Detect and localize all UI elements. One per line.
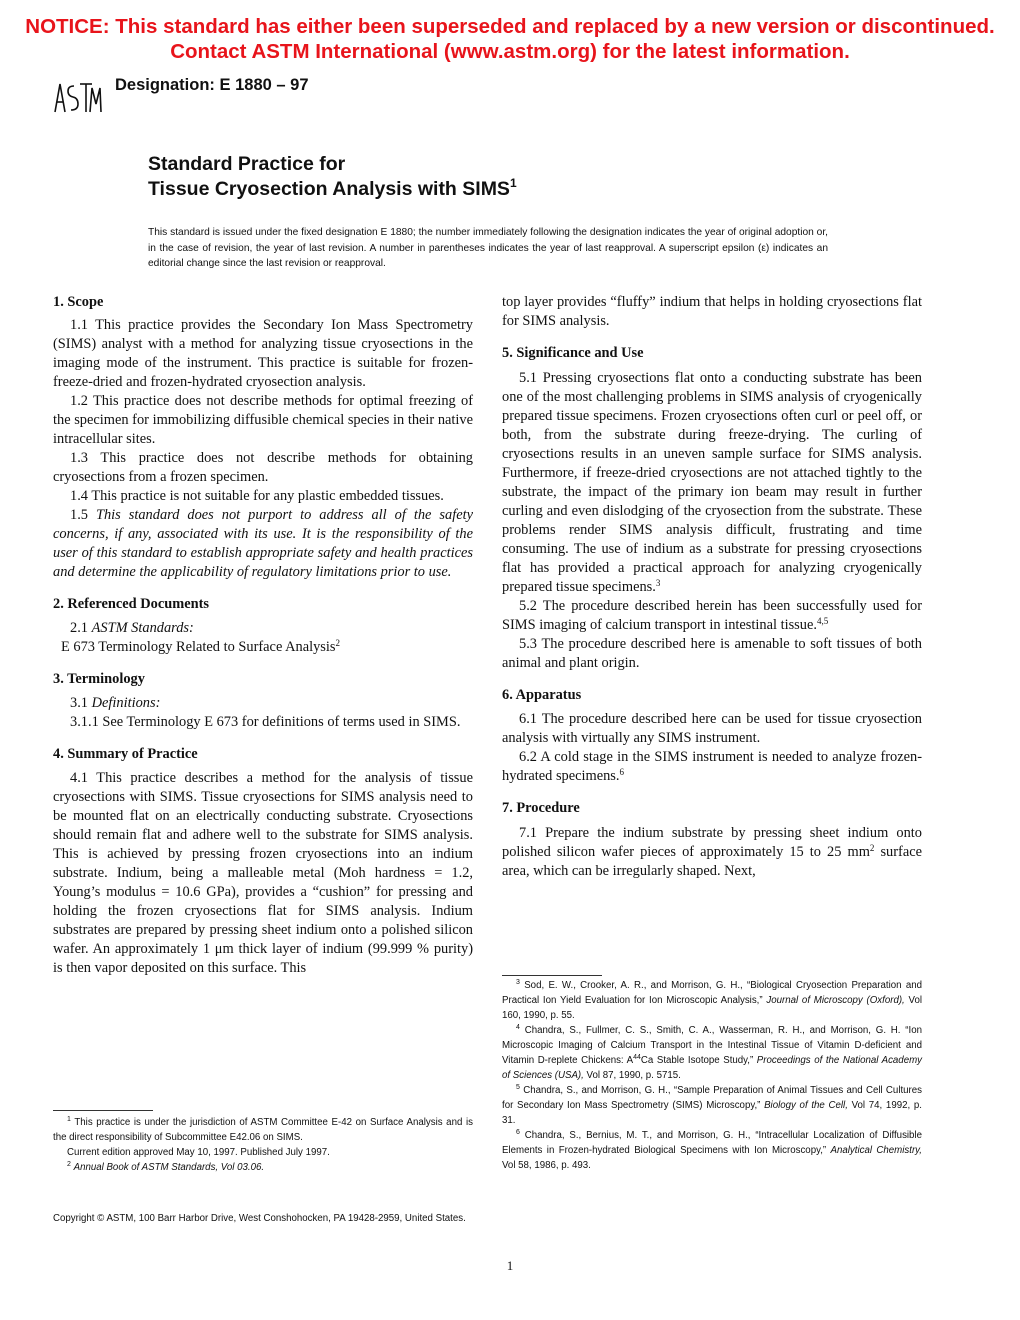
para-7-1-sup: 2 [869, 843, 875, 853]
notice-line-1: NOTICE: This standard has either been superseded and replaced by a new version or discontinued. [25, 15, 995, 38]
footnote-5-journal: Biology of the Cell, [764, 1100, 848, 1111]
para-5-2-sup: 4,5 [816, 616, 829, 626]
para-1-4: 1.4 This practice is not suitable for any plastic embedded tissues. [70, 488, 444, 504]
footnote-4-a: Chandra, S., Fullmer, C. S., Smith, C. A., Wasserman, R. H., and Morrison, G. H. “Ion Microscopic Imaging of Calcium Transport in the Intestinal Tissue of Vitamin D-deficient and Vitamin D-replete Chickens: A [502, 1025, 922, 1066]
page-number: 1 [506, 1258, 514, 1273]
para-6-2-sup: 6 [619, 767, 624, 777]
para-5-3: 5.3 The procedure described here is amenable to soft tissues of both animal and plant origin. [502, 636, 922, 671]
para-6-2 [502, 748, 922, 786]
left-column [53, 293, 473, 978]
para-5-1-text: 5.1 Pressing cryosections flat onto a conducting substrate has been one of the most challenging problems in SIMS analysis of cryogenically prepared tissue specimens. Frozen cryosections often curl or peel off, or both, from the substrate during freeze-drying. The curling of cryosections results in an uneven sample surface for SIMS analysis. Furthermore, if freeze-dried cryosections are not attached tightly to the substrate, the impact of the primary ion beam may result in further curling and even dislodging of the cryosection from the substrate. These problems render SIMS analysis difficult, frustrating and time consuming. The use of indium as a substrate for pressing cryosections flat has provided a practical approach for analyzing cryogenically prepared tissue specimens. [502, 370, 922, 595]
footnote-5-a: Chandra, S., and Morrison, G. H., “Sample Preparation of Animal Tissues and Cell Cultures for Secondary Ion Mass Spectrometry (SIMS) Microscopy,” [502, 1085, 923, 1111]
supersede-notice [0, 14, 1020, 64]
title-line-2 [148, 176, 517, 201]
ref-e673 [53, 638, 473, 657]
para-2-1-text: ASTM Standards: [91, 620, 194, 636]
para-5-2-text: 5.2 The procedure described herein has been successfully used for SIMS imaging of calcium transport in intestinal tissue. [502, 598, 922, 633]
designation: Designation: E 1880 – 97 [115, 76, 309, 94]
footnotes-left [53, 1110, 473, 1175]
title-footnote-ref: 1 [509, 176, 517, 190]
copyright: Copyright © ASTM, 100 Barr Harbor Drive, West Conshohocken, PA 19428-2959, United States. [53, 1213, 466, 1224]
footnote-3-b: Vol 160, 1990, p. 55. [502, 995, 922, 1021]
footnote-4-mark: 4 [516, 1024, 520, 1031]
para-2-1-num: 2.1 [70, 620, 88, 636]
footnote-6-a: Chandra, S., Bernius, M. T., and Morrison, G. H., “Intracellular Localization of Diffusible Elements in Frozen-hydrated Biological Specimens with Ion Microscopy,” [502, 1130, 922, 1156]
para-1-5-num: 1.5 [70, 507, 88, 523]
footnote-4-a2: Ca Stable Isotope Study,” [640, 1055, 754, 1066]
footnote-2 [53, 1160, 473, 1175]
footnote-6-journal: Analytical Chemistry, [830, 1145, 922, 1156]
footnote-1-text: This practice is under the jurisdiction of ASTM Committee E-42 on Surface Analysis and is the direct responsibility of Subcommittee E42.06 on SIMS. [53, 1117, 473, 1143]
footnote-4 [502, 1023, 922, 1083]
footnote-3-mark: 3 [516, 979, 520, 986]
footnote-3-journal: Journal of Microscopy (Oxford), [766, 995, 905, 1006]
section-heading-procedure: 7. Procedure [502, 800, 580, 816]
para-7-1-text-a: 7.1 Prepare the indium substrate by pressing sheet indium onto polished silicon wafer pieces of approximately 15 to 25 mm [502, 825, 922, 860]
footnote-3-a: Sod, E. W., Crooker, A. R., and Morrison, G. H., “Biological Cryosection Preparation and Practical Ion Yield Evaluation for Ion Microscopic Analysis,” [502, 980, 922, 1006]
footnote-2-text: Annual Book of ASTM Standards, Vol 03.06. [73, 1162, 265, 1173]
footnote-4-b: Vol 87, 1990, p. 5715. [586, 1070, 681, 1081]
para-6-2-text: 6.2 A cold stage in the SIMS instrument is needed to analyze frozen-hydrated specimens. [502, 749, 922, 784]
para-3-1 [53, 694, 473, 713]
section-heading-summary: 4. Summary of Practice [53, 746, 198, 762]
para-4-1: 4.1 This practice describes a method for the analysis of tissue cryosections with SIMS. Tissue cryosections for SIMS analysis need to be mounted flat on an electrically conducting substrate. Cryosections should remain flat and adhere well to the substrate for SIMS analysis. This is achieved by pressing frozen cryosections into an indium substrate. Indium, being a malleable metal (Moh hardness = 1.2, Young’s modulus = 10.6 GPa), provides a “cushion” for pressing and holding the frozen cryosections flat for SIMS analysis. Indium substrates are prepared by pressing sheet indium onto a polished silicon wafer. An approximately 1 μm thick layer of indium (99.999 % purity) is then vapor deposited on this surface. This [53, 770, 473, 976]
right-column [502, 293, 922, 881]
issued-note: This standard is issued under the fixed designation E 1880; the number immediately following the designation indicates the year of original adoption or, in the case of revision, the year of last revision. A number in parentheses indicates the year of last reapproval. A superscript epsilon (ε) indicates an editorial change since the last revision or reapproval. [148, 227, 828, 269]
para-1-1: 1.1 This practice provides the Secondary Ion Mass Spectrometry (SIMS) analyst with a method for analyzing tissue cryosections in the imaging mode of the instrument. This practice is suitable for frozen-freeze-dried and frozen-hydrated cryosection analysis. [53, 317, 473, 390]
para-5-1-sup: 3 [655, 578, 661, 588]
footnote-4-isotope: 44 [633, 1054, 641, 1061]
footnote-2-mark: 2 [67, 1161, 71, 1168]
footnote-6 [502, 1128, 922, 1173]
para-1-5-text: This standard does not purport to address all of the safety concerns, if any, associated with its use. It is the responsibility of the user of this standard to establish appropriate safety and health practices and determine the applicability of regulatory limitations prior to use. [53, 507, 473, 580]
footnote-5-mark: 5 [516, 1084, 520, 1091]
footnote-5 [502, 1083, 922, 1128]
footnote-5-b: Vol 74, 1992, p. 31. [502, 1100, 922, 1126]
astm-logo-icon [52, 80, 102, 116]
title-line-1: Standard Practice for [148, 153, 346, 175]
svg-text:ASTM: ASTM [77, 115, 80, 116]
section-heading-terminology: 3. Terminology [53, 671, 145, 687]
footnote-3 [502, 978, 922, 1023]
section-heading-referenced: 2. Referenced Documents [53, 596, 209, 612]
para-5-2 [502, 597, 922, 635]
para-4-1-cont: top layer provides “fluffy” indium that helps in holding cryosections flat for SIMS analysis. [502, 294, 922, 329]
footnote-1-mark: 1 [67, 1116, 71, 1123]
para-2-1 [53, 619, 473, 638]
footnote-1-b: Current edition approved May 10, 1997. Published July 1997. [67, 1147, 330, 1158]
section-heading-apparatus: 6. Apparatus [502, 687, 582, 703]
ref-e673-sup: 2 [335, 638, 340, 648]
para-5-1 [502, 369, 922, 597]
para-1-2: 1.2 This practice does not describe methods for optimal freezing of the specimen for immobilizing diffusible chemical species in their native intracellular sites. [53, 393, 473, 447]
footnote-6-b: Vol 58, 1986, p. 493. [502, 1160, 591, 1171]
para-3-1-text: Definitions: [91, 695, 161, 711]
footnote-4-journal: Proceedings of the National Academy of Sciences (USA), [502, 1055, 922, 1081]
footnotes-right [502, 975, 922, 1173]
para-3-1-1: 3.1.1 See Terminology E 673 for definitions of terms used in SIMS. [70, 714, 461, 730]
ref-e673-text: E 673 Terminology Related to Surface Analysis [61, 639, 336, 655]
footnote-1 [53, 1115, 473, 1145]
para-7-1 [502, 824, 922, 881]
para-1-5 [53, 506, 473, 582]
para-1-3: 1.3 This practice does not describe methods for obtaining cryosections from a frozen specimen. [53, 450, 473, 485]
notice-line-2: Contact ASTM International (www.astm.org) for the latest information. [170, 40, 850, 63]
title-text: Tissue Cryosection Analysis with SIMS [148, 178, 510, 200]
footnote-6-mark: 6 [516, 1129, 520, 1136]
para-7-1-text-b: surface area, which can be irregularly shaped. Next, [502, 844, 922, 879]
section-heading-significance: 5. Significance and Use [502, 345, 644, 361]
section-heading-scope: 1. Scope [53, 294, 104, 310]
para-3-1-num: 3.1 [70, 695, 88, 711]
para-6-1: 6.1 The procedure described here can be used for tissue cryosection analysis with virtually any SIMS instrument. [502, 711, 922, 746]
